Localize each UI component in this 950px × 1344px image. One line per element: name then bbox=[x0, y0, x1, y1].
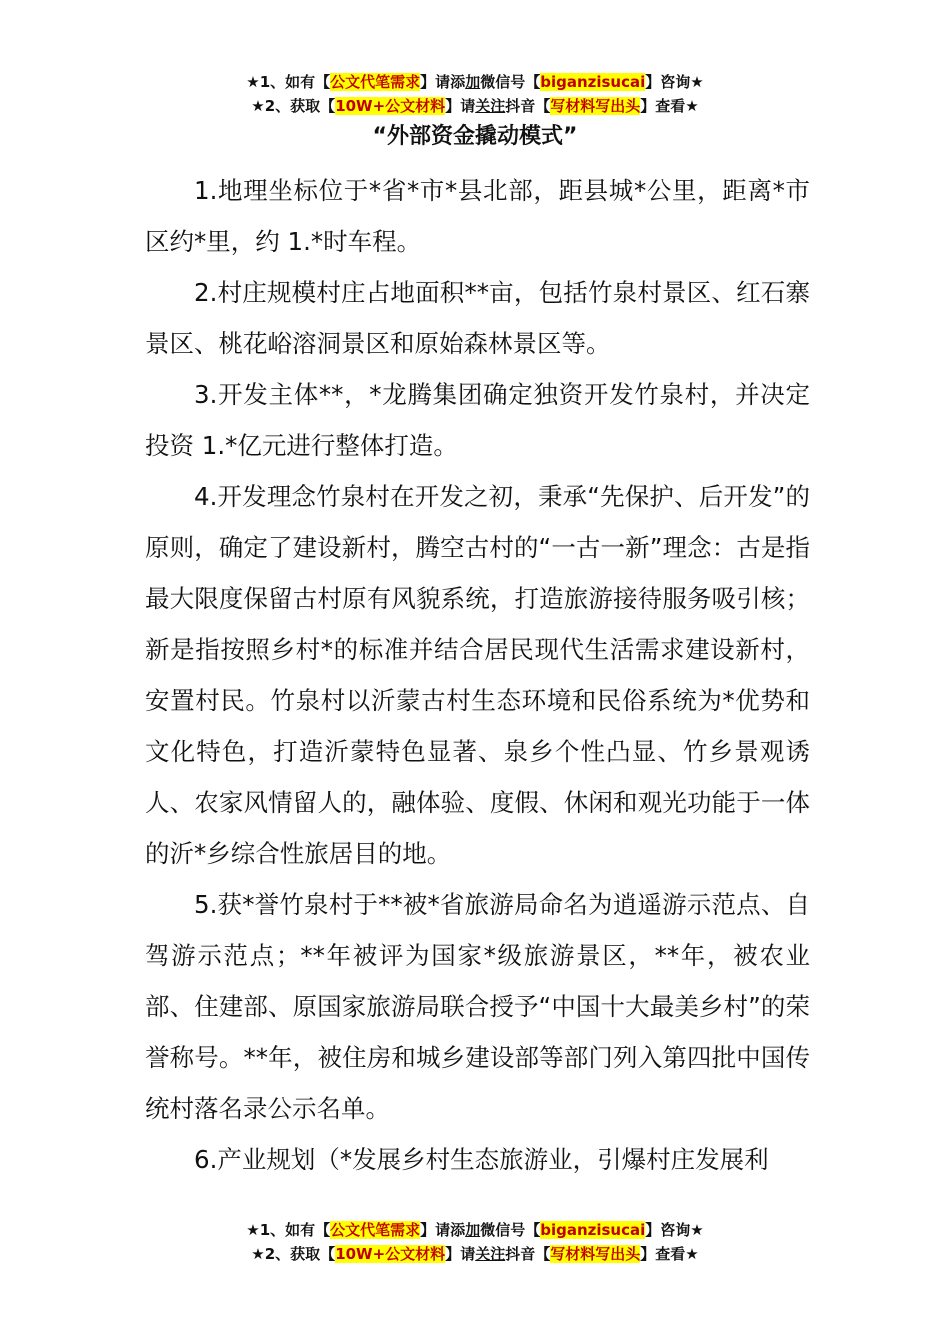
paragraph-scale: 2.村庄规模村庄占地面积**亩，包括竹泉村景区、红石寨景区、桃花峪溶洞景区和原始森林景区等。 bbox=[145, 278, 810, 358]
footer-line-1 bbox=[0, 1218, 950, 1242]
highlight-wechat-id: biganzisucai bbox=[540, 73, 646, 91]
footer-banner bbox=[0, 1218, 950, 1266]
header-banner bbox=[0, 70, 950, 118]
highlight-douyin: 写材料写出头 bbox=[550, 97, 641, 115]
footer-text: 关注 bbox=[475, 1245, 506, 1263]
highlight-wechat-id: biganzisucai bbox=[540, 1221, 646, 1239]
paragraph-location: 1.地理坐标位于*省*市*县北部，距县城*公里，距离*市区约*里，约 1.*时车程。 bbox=[145, 176, 810, 256]
star-icon: ★ bbox=[251, 97, 265, 115]
star-icon: ★ bbox=[251, 1245, 265, 1263]
footer-text: 1、如有【 bbox=[259, 1221, 331, 1239]
paragraph-industry: 6.产业规划（*发展乡村生态旅游业，引爆村庄发展利 bbox=[194, 1145, 769, 1174]
header-line-2 bbox=[0, 94, 950, 118]
footer-text: 抖音【 bbox=[505, 1245, 551, 1263]
header-text: 微信号【 bbox=[480, 73, 541, 91]
header-text: 】请 bbox=[445, 97, 476, 115]
header-text: 加 bbox=[465, 73, 481, 91]
paragraph-developer: 3.开发主体**，*龙腾集团确定独资开发竹泉村，并决定投资 1.*亿元进行整体打造。 bbox=[145, 380, 810, 460]
footer-text: 】请添 bbox=[420, 1221, 466, 1239]
header-text: 】查看★ bbox=[640, 97, 699, 115]
header-line-1 bbox=[0, 70, 950, 94]
paragraph-concept: 4.开发理念竹泉村在开发之初，秉承“先保护、后开发”的原则，确定了建设新村，腾空古村的“一古一新”理念：古是指最大限度保留古村原有风貌系统，打造旅游接待服务吸引核；新是指按照乡村*的标准并结合居民现代生活需求建设新村，安置村民。竹泉村以沂蒙古村生态环境和民俗系统为*优势和文化特色，打造沂蒙特色显著、泉乡个性凸显、竹乡景观诱人、农家风情留人的，融体验、度假、休闲和观光功能于一体的沂*乡综合性旅居目的地。 bbox=[145, 482, 810, 868]
footer-text: 2、获取【 bbox=[264, 1245, 336, 1263]
star-icon: ★ bbox=[246, 73, 260, 91]
footer-text: 微信号【 bbox=[480, 1221, 541, 1239]
footer-text: 】请 bbox=[445, 1245, 476, 1263]
header-text: 抖音【 bbox=[505, 97, 551, 115]
footer-text: 】查看★ bbox=[640, 1245, 699, 1263]
document-body bbox=[145, 165, 810, 1185]
footer-text: 加 bbox=[465, 1221, 481, 1239]
header-text: 】咨询★ bbox=[645, 73, 704, 91]
header-text: 1、如有【 bbox=[259, 73, 331, 91]
highlight-materials: 10W+公文材料 bbox=[335, 1245, 446, 1263]
footer-text: 】咨询★ bbox=[645, 1221, 704, 1239]
header-text: 2、获取【 bbox=[264, 97, 336, 115]
highlight-douyin: 写材料写出头 bbox=[550, 1245, 641, 1263]
footer-line-2 bbox=[0, 1242, 950, 1266]
header-text: 】请添 bbox=[420, 73, 466, 91]
star-icon: ★ bbox=[246, 1221, 260, 1239]
document-title: “外部资金撬动模式” bbox=[372, 124, 578, 149]
paragraph-honors: 5.获*誉竹泉村于**被*省旅游局命名为逍遥游示范点、自驾游示范点；**年被评为国家*级旅游景区，**年，被农业部、住建部、原国家旅游局联合授予“中国十大最美乡村”的荣誉称号。**年，被住房和城乡建设部等部门列入第四批中国传统村落名录公示名单。 bbox=[145, 890, 810, 1123]
highlight-materials: 10W+公文材料 bbox=[335, 97, 446, 115]
highlight-service: 公文代笔需求 bbox=[330, 1221, 421, 1239]
header-text: 关注 bbox=[475, 97, 506, 115]
highlight-service: 公文代笔需求 bbox=[330, 73, 421, 91]
